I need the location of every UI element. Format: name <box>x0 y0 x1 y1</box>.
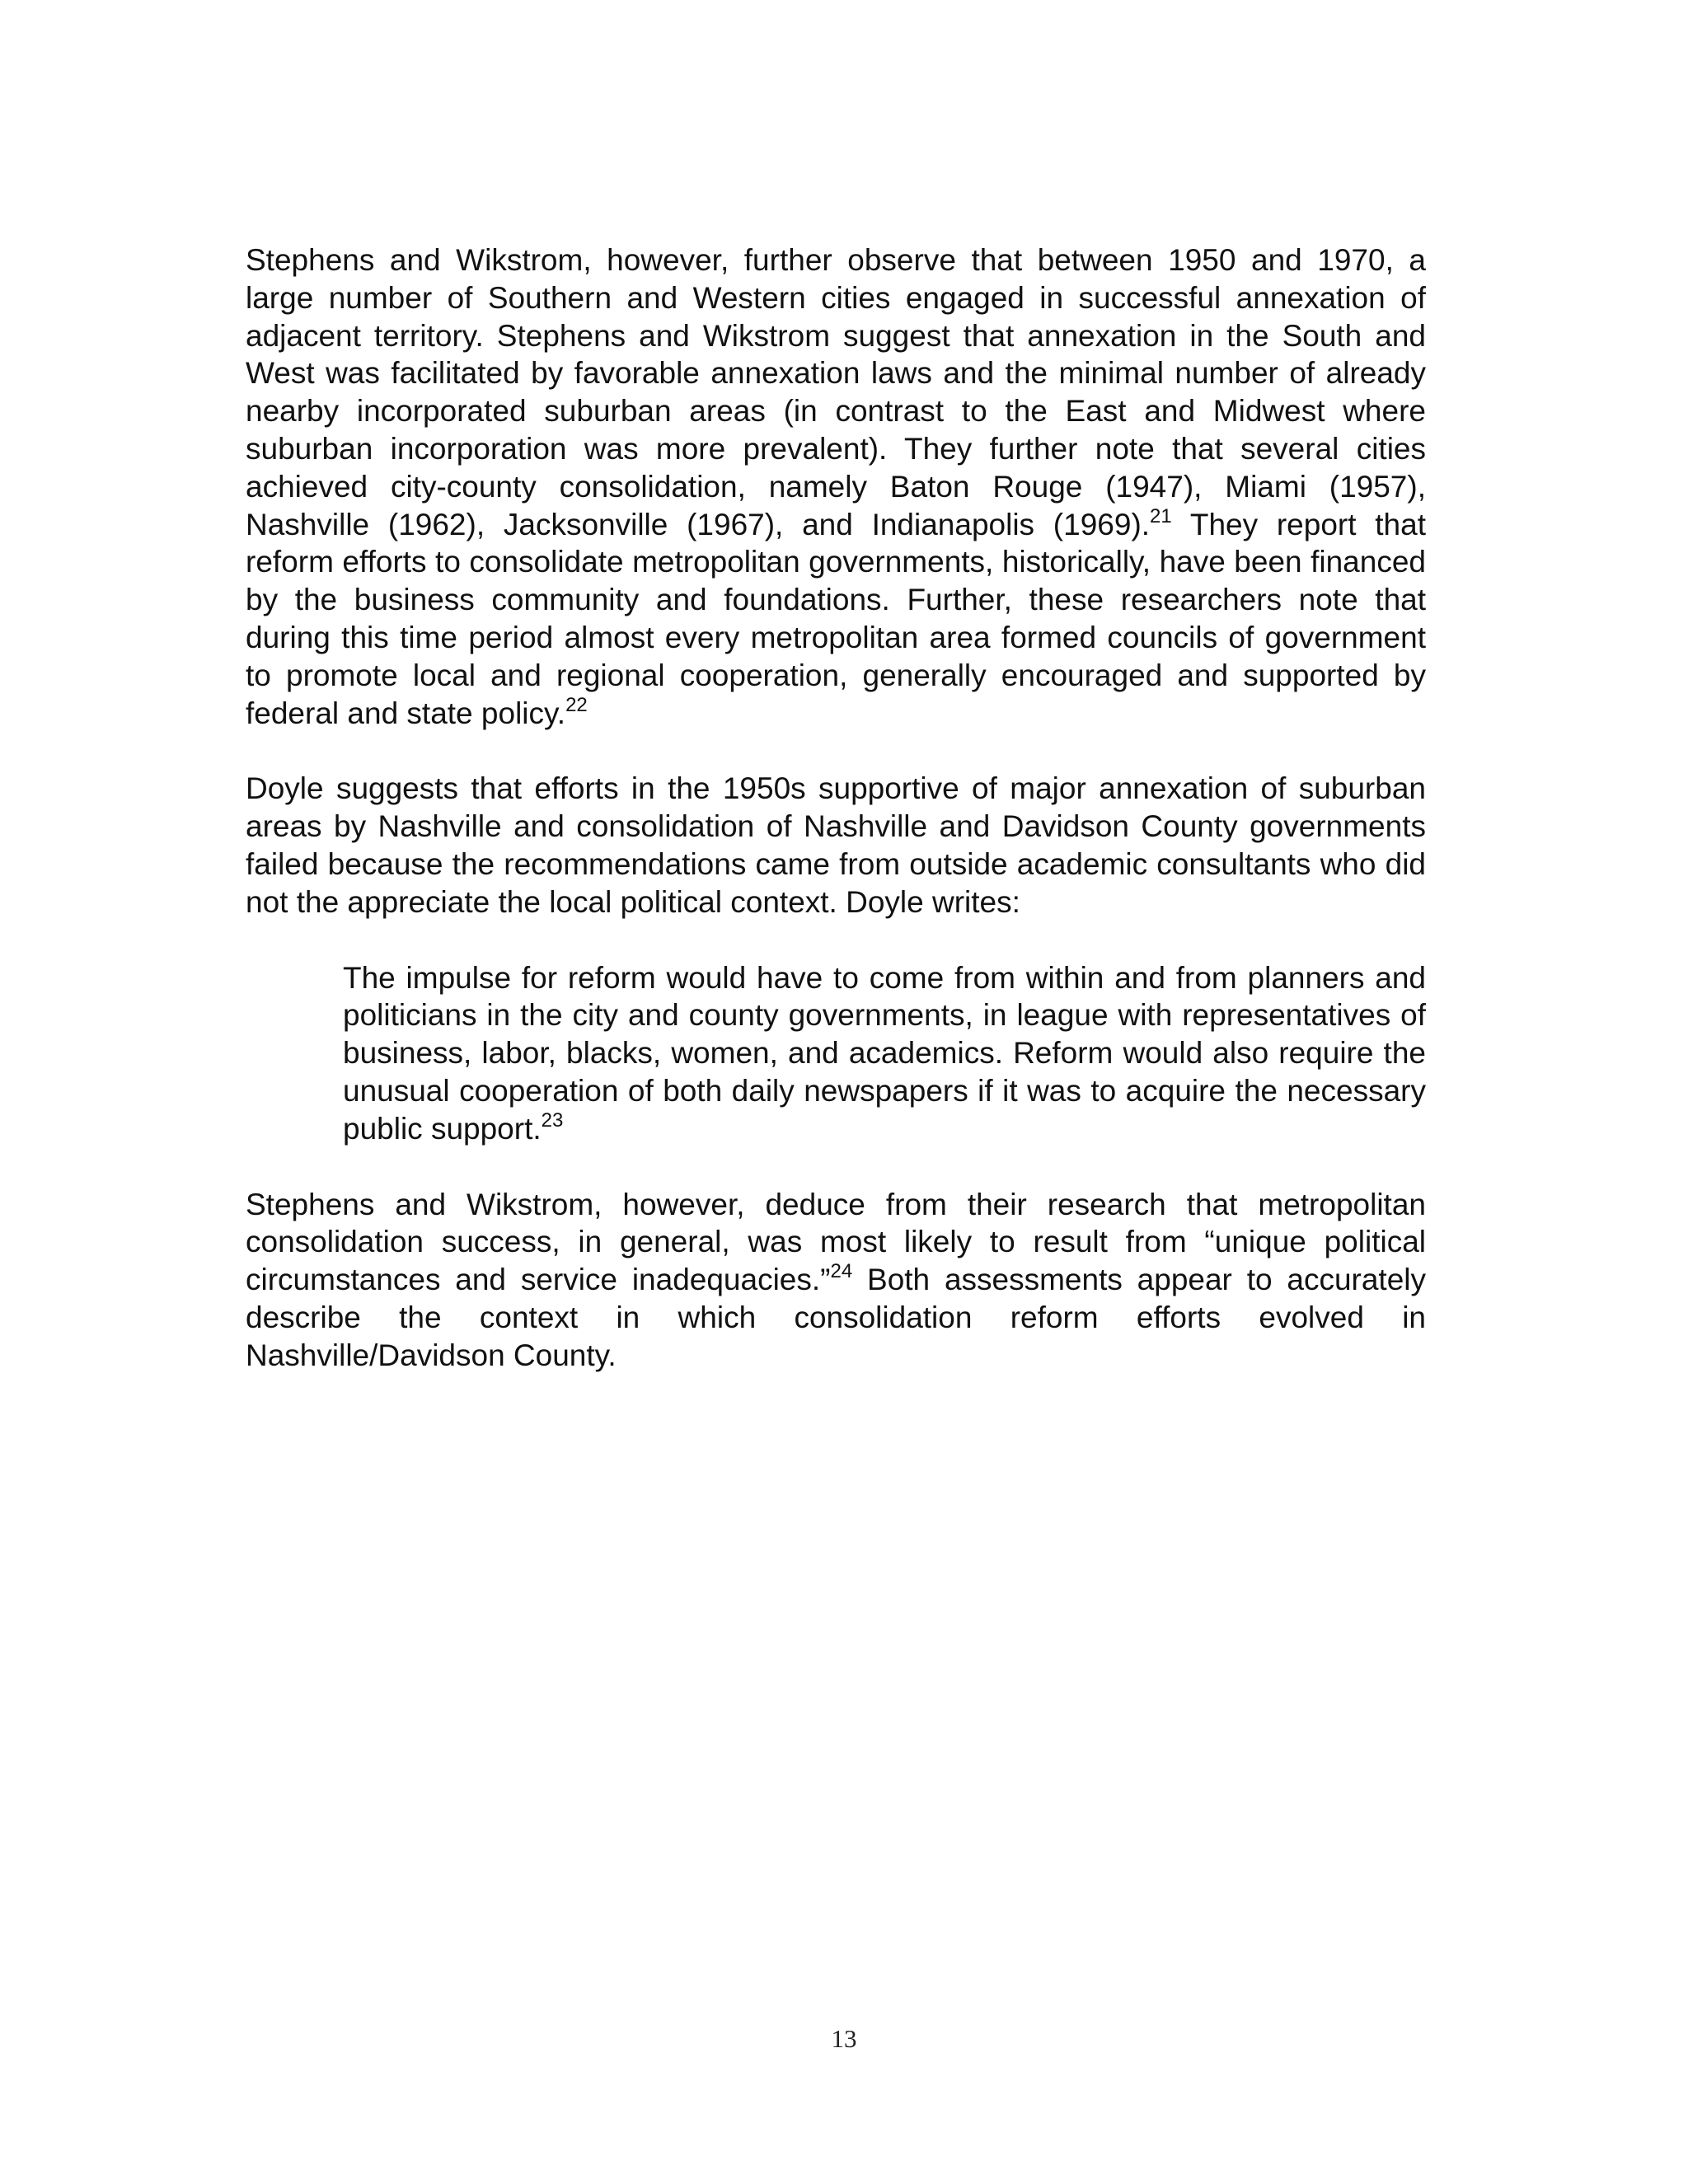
footnote-reference-21: 21 <box>1150 504 1172 527</box>
paragraph-text: Stephens and Wikstrom, however, deduce from their research that metropolitan consolidation success, in general, was most likely to result from “unique political circumstances and service inadequacies.” <box>246 1187 1426 1297</box>
page-number: 13 <box>831 2024 857 2053</box>
quote-text: The impulse for reform would have to come from within and from planners and politicians in the city and county governments, in league with representatives of business, labor, blacks, women, and academics. Reform would also require the unusual cooperation of both daily newspapers if it was to acquire the necessary public support. <box>343 960 1426 1146</box>
block-quote <box>343 959 1426 1148</box>
paragraph-conclusion <box>246 1186 1426 1375</box>
paragraph-annexation <box>246 241 1426 732</box>
paragraph-text: Stephens and Wikstrom, however, further observe that between 1950 and 1970, a large number of Southern and Western cities engaged in successful annexation of adjacent territory. Stephens and Wikstrom suggest that annexation in the South and West was facilitated by favorable annexation laws and the minimal number of already nearby incorporated suburban areas (in contrast to the East and Midwest where suburban incorporation was more prevalent). They further note that several cities achieved city-county consolidation, namely Baton Rouge (1947), Miami (1957), Nashville (1962), Jacksonville (1967), and Indianapolis (1969). <box>246 243 1426 541</box>
paragraph-text: Doyle suggests that efforts in the 1950s supportive of major annexation of suburban areas by Nashville and consolidation of Nashville and Davidson County governments failed because the recommendations came from outside academic consultants who did not the appreciate the local political context. Doyle writes: <box>246 771 1426 919</box>
footnote-reference-22: 22 <box>565 693 588 716</box>
footnote-reference-23: 23 <box>541 1108 564 1132</box>
footnote-reference-24: 24 <box>830 1260 853 1283</box>
paragraph-text: Both assessments appear to accurately describe the context in which consolidation reform efforts evolved in Nashville/Davidson County. <box>246 1263 1427 1372</box>
paragraph-doyle <box>246 770 1426 921</box>
body-text <box>246 241 1426 1375</box>
paragraph-text: They report that reform efforts to consolidate metropolitan governments, historically, have been financed by the business community and foundations. Further, these researchers note that during this time period almost every metropolitan area formed councils of government to promote local and regional cooperation, generally encouraged and supported by federal and state policy. <box>246 507 1426 730</box>
